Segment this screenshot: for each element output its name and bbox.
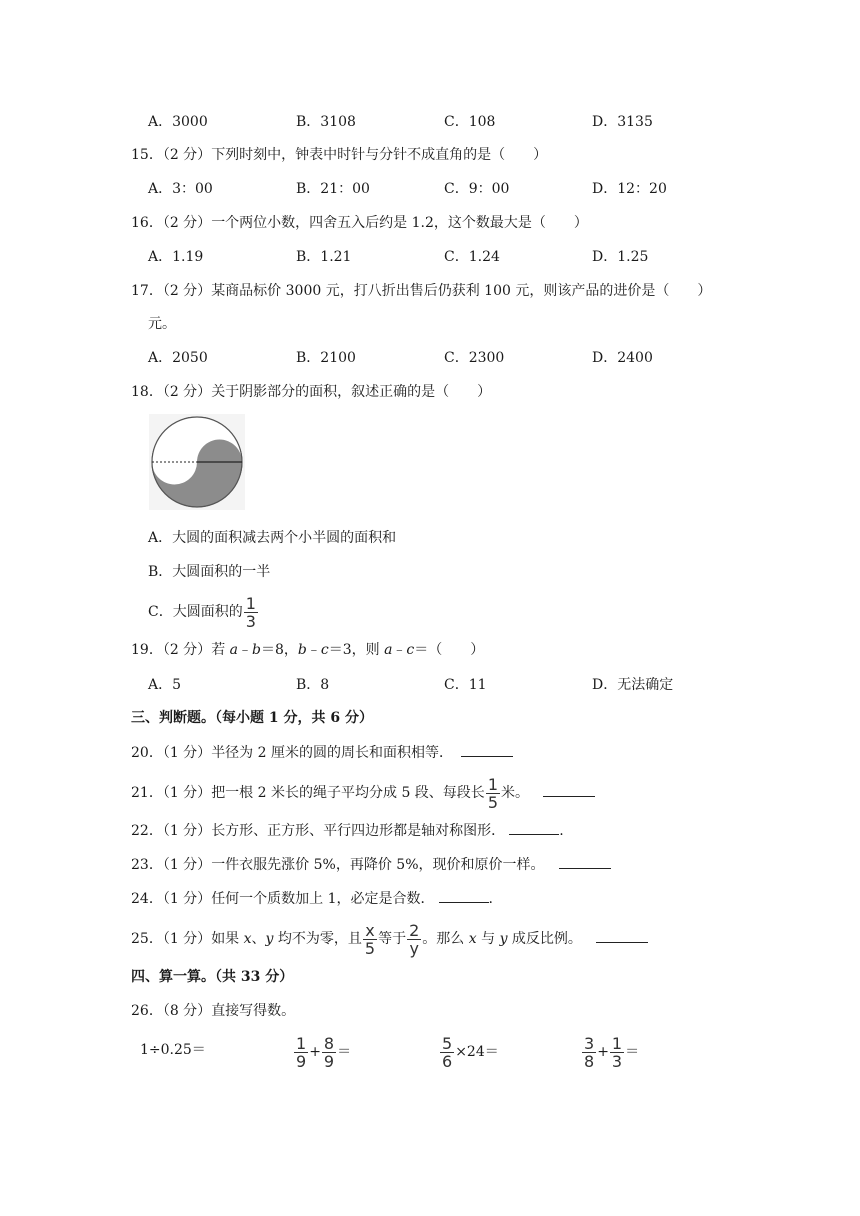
fraction-denominator: 9 [323, 1051, 335, 1071]
section-heading-judgment: 三、判断题。（每小题 1 分，共 6 分） [131, 710, 373, 726]
question-text: ＝8， [260, 642, 298, 658]
q15-option-d: D．12：20 [592, 181, 667, 197]
question-number: 17． [131, 283, 163, 299]
fraction-numerator: 8 [323, 1033, 335, 1053]
section-heading-calculation: 四、算一算。（共 33 分） [131, 969, 294, 985]
fraction [322, 1033, 336, 1071]
question-text: 、 [251, 931, 266, 947]
calc-expression-1: 1÷0.25＝ [140, 1042, 206, 1058]
q17-option-d: D．2400 [592, 350, 653, 366]
fraction-numerator: 1 [296, 1033, 307, 1053]
variable-b: b [297, 642, 307, 658]
variable-a: a [384, 642, 393, 658]
question-text: ＝（ ） [414, 642, 485, 658]
question-score: （1 分） [162, 891, 212, 907]
question-number: 18． [131, 384, 163, 400]
fraction-denominator: 3 [611, 1051, 623, 1071]
fraction [582, 1033, 596, 1071]
question-text: 把一根 2 米长的绳子平均分成 5 段、每段长 [211, 785, 485, 801]
question-18 [131, 382, 491, 402]
question-text: 下列时刻中，钟表中时针与分针不成直角的是（ ） [211, 147, 548, 163]
question-text: 长方形、正方形、平行四边形都是轴对称图形． [211, 823, 506, 839]
question-text: 与 [476, 931, 500, 947]
punctuation: . [488, 891, 493, 907]
answer-blank[interactable] [461, 742, 513, 757]
question-text: 关于阴影部分的面积，叙述正确的是（ ） [211, 384, 492, 400]
question-text: 半径为 2 厘米的圆的周长和面积相等． [211, 745, 453, 761]
q15-option-a: A．3：00 [148, 181, 213, 197]
question-25 [131, 920, 648, 958]
calc-expression-4 [581, 1034, 639, 1070]
answer-blank[interactable] [559, 854, 611, 869]
q16-option-d: D．1.25 [592, 249, 649, 265]
answer-blank[interactable] [509, 820, 559, 835]
variable-y: y [499, 931, 508, 947]
q14-option-c: C．108 [444, 114, 496, 130]
question-21 [131, 774, 595, 812]
shaded-circle-diagram [149, 414, 245, 510]
variable-c: c [406, 642, 415, 658]
q14-option-d: D．3135 [592, 114, 653, 130]
fraction [486, 774, 500, 812]
q16-option-c: C．1.24 [444, 249, 500, 265]
answer-blank[interactable] [439, 888, 489, 903]
question-text: 。那么 [422, 931, 469, 947]
fraction [610, 1033, 624, 1071]
question-15 [131, 145, 547, 165]
fraction-numerator: x [365, 920, 375, 940]
fraction-denominator: 5 [487, 792, 498, 812]
operator: ﹣ [392, 642, 407, 658]
q15-option-c: C．9：00 [444, 181, 510, 197]
operator: ＝ [625, 1044, 640, 1060]
q19-option-c: C．11 [444, 677, 487, 693]
operator: ﹣ [238, 642, 252, 658]
fraction-numerator: 2 [409, 920, 420, 940]
variable-x: x [243, 931, 252, 947]
variable-x: x [468, 931, 477, 947]
punctuation: . [559, 823, 564, 839]
question-text: 等于 [378, 931, 407, 947]
fraction [407, 920, 421, 958]
question-number: 19． [131, 642, 163, 658]
question-number: 21． [131, 785, 163, 801]
question-number: 24． [131, 891, 163, 907]
question-text: 一个两位小数，四舍五入后约是 1.2，这个数最大是（ ） [211, 215, 588, 231]
question-score: （2 分） [162, 215, 212, 231]
fraction [363, 920, 377, 958]
q18-option-c [148, 593, 259, 631]
calc-expression-3 [439, 1034, 499, 1070]
fraction-denominator: 9 [296, 1051, 307, 1071]
question-text: 如果 [211, 931, 244, 947]
q19-option-d: D．无法确定 [592, 677, 674, 693]
fraction-numerator: 1 [611, 1033, 623, 1053]
question-19 [131, 640, 484, 660]
q14-option-a: A．3000 [148, 114, 208, 130]
option-text: C．大圆面积的 [148, 604, 243, 620]
question-score: （1 分） [162, 785, 212, 801]
question-24 [131, 888, 493, 909]
q18-option-a: A．大圆的面积减去两个小半圆的面积和 [148, 530, 397, 546]
question-text: 任何一个质数加上 1，必定是合数． [211, 891, 435, 907]
fraction-numerator: 5 [442, 1033, 453, 1053]
fraction [440, 1033, 454, 1071]
q15-option-b: B．21：00 [296, 181, 370, 197]
variable-c: c [320, 642, 329, 658]
question-score: （1 分） [162, 823, 212, 839]
answer-blank[interactable] [596, 928, 648, 943]
question-17-continued: 元。 [148, 316, 176, 332]
fraction-denominator: 3 [245, 611, 256, 631]
question-text: 米。 [501, 785, 529, 801]
question-text: 一件衣服先涨价 5%，再降价 5%，现价和原价一样。 [211, 857, 545, 873]
question-text: ＝3，则 [328, 642, 385, 658]
question-text: 若 [211, 642, 230, 658]
question-score: （2 分） [162, 283, 212, 299]
question-number: 20． [131, 745, 163, 761]
question-score: （1 分） [162, 745, 212, 761]
q16-option-a: A．1.19 [148, 249, 204, 265]
question-score: （2 分） [162, 384, 212, 400]
question-text: 均不为零，且 [273, 931, 362, 947]
question-22 [131, 820, 564, 841]
variable-a: a [229, 642, 238, 658]
q19-option-b: B．8 [296, 677, 330, 693]
question-number: 26． [131, 1003, 163, 1019]
question-score: （1 分） [162, 931, 212, 947]
q17-option-c: C．2300 [444, 350, 505, 366]
question-23 [131, 854, 611, 875]
fraction-denominator: y [409, 938, 419, 958]
q18-option-b: B．大圆面积的一半 [148, 564, 271, 580]
q19-option-a: A．5 [148, 677, 182, 693]
yin-yang-figure [149, 414, 245, 510]
question-26 [131, 1001, 295, 1021]
question-text: 某商品标价 3000 元，打八折出售后仍获利 100 元，则该产品的进价是（ ） [211, 283, 712, 299]
answer-blank[interactable] [543, 782, 595, 797]
variable-y: y [265, 931, 274, 947]
fraction-denominator: 5 [364, 938, 376, 958]
fraction-denominator: 8 [584, 1051, 595, 1071]
question-text: 成反比例。 [507, 931, 582, 947]
question-score: （8 分） [162, 1003, 212, 1019]
fraction-numerator: 1 [487, 774, 498, 794]
question-17 [131, 281, 711, 301]
question-number: 25． [131, 931, 163, 947]
q17-option-b: B．2100 [296, 350, 356, 366]
question-text: 直接写得数。 [211, 1003, 296, 1019]
q14-option-b: B．3108 [296, 114, 356, 130]
operator: + [597, 1044, 609, 1060]
question-score: （1 分） [162, 857, 212, 873]
question-score: （2 分） [162, 147, 212, 163]
q17-option-a: A．2050 [148, 350, 208, 366]
operator: ×24＝ [455, 1044, 499, 1060]
operator: + [309, 1044, 321, 1060]
operator: ﹣ [306, 642, 321, 658]
variable-b: b [252, 642, 261, 658]
question-16 [131, 213, 588, 233]
fraction [294, 1033, 308, 1071]
q16-option-b: B．1.21 [296, 249, 352, 265]
question-score: （2 分） [162, 642, 212, 658]
question-20 [131, 742, 513, 763]
operator: ＝ [337, 1044, 352, 1060]
fraction-denominator: 6 [442, 1051, 453, 1071]
fraction-numerator: 1 [245, 593, 256, 613]
fraction [244, 593, 258, 631]
question-number: 22． [131, 823, 163, 839]
question-number: 15． [131, 147, 163, 163]
fraction-numerator: 3 [584, 1033, 595, 1053]
question-number: 16． [131, 215, 163, 231]
calc-expression-2 [293, 1034, 351, 1070]
question-number: 23． [131, 857, 163, 873]
